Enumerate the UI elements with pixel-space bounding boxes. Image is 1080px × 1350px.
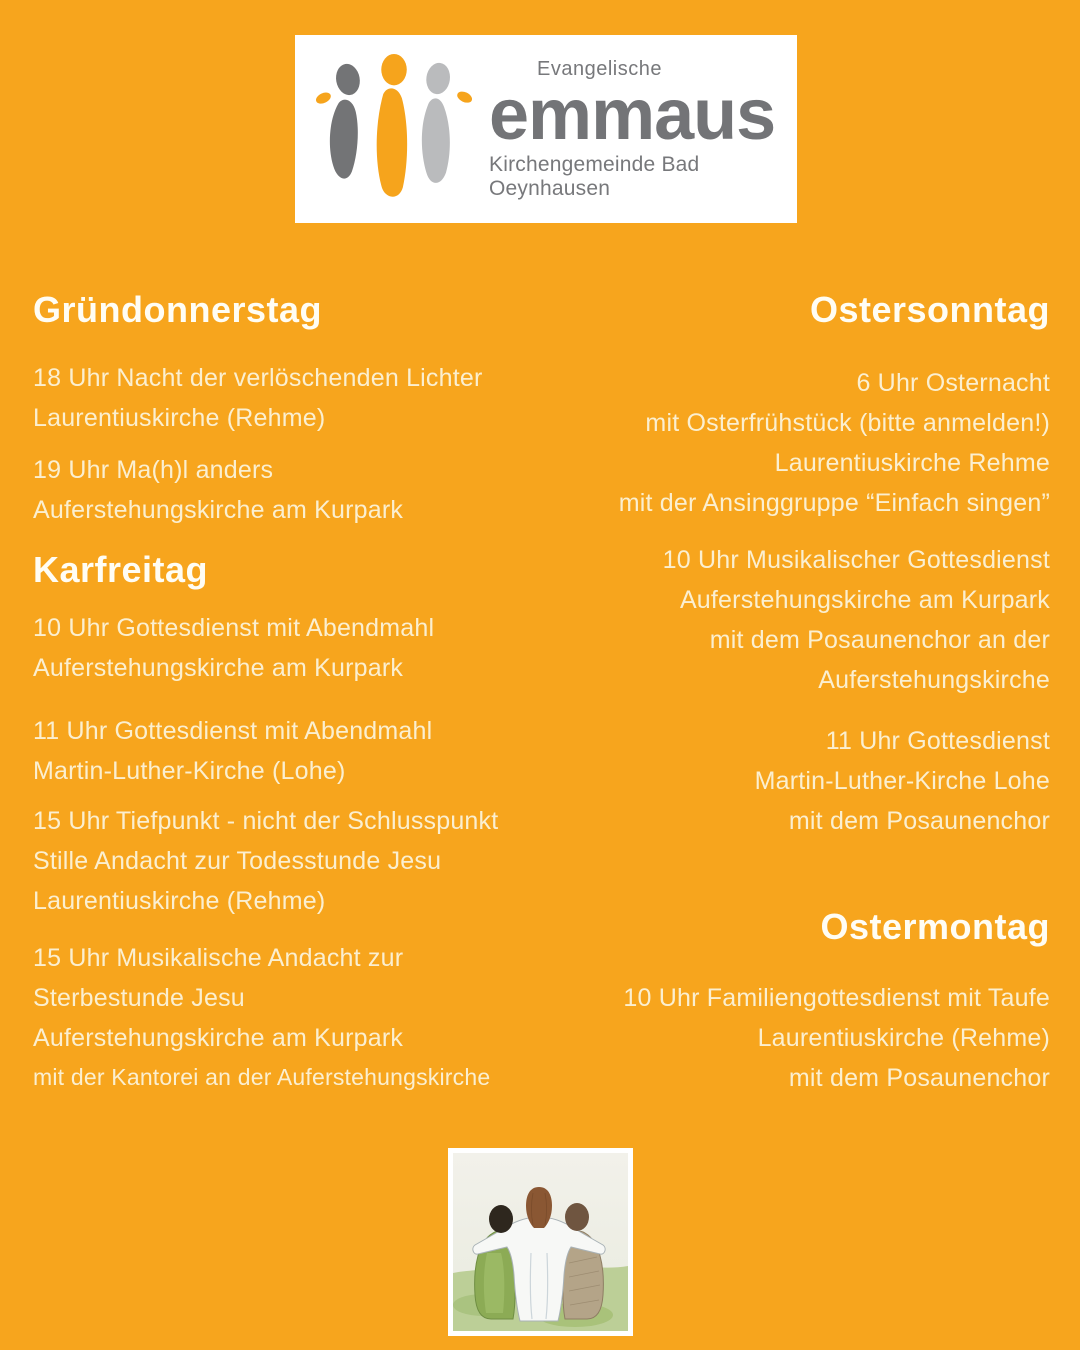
event-familiengottesdienst [490, 978, 1050, 1098]
event-gottesdienst-abendmahl-11 [33, 711, 563, 791]
event-tiefpunkt [33, 801, 563, 921]
section-heading-ostersonntag: Ostersonntag [809, 289, 1050, 330]
event-line: Auferstehungskirche [818, 666, 1050, 694]
event-line: 10 Uhr Familiengottesdienst mit Taufe [623, 984, 1050, 1012]
event-line: mit dem Posaunenchor [788, 1064, 1050, 1092]
section-heading-gruendonnerstag: Gründonnerstag [33, 289, 323, 330]
right-column [490, 288, 1050, 1098]
event-line: mit dem Posaunenchor an der [709, 626, 1050, 654]
event-line: Auferstehungskirche am Kurpark [679, 586, 1050, 614]
watercolor-illustration [453, 1153, 628, 1331]
church-logo [295, 35, 797, 223]
event-line: mit der Ansinggruppe “Einfach singen” [618, 489, 1050, 517]
event-line: Laurentiuskirche (Rehme) [33, 404, 326, 432]
logo-line-evangelische: Evangelische [537, 57, 662, 80]
event-line: 18 Uhr Nacht der verlöschenden Lichter [33, 364, 483, 392]
event-line: 10 Uhr Musikalischer Gottesdienst [662, 546, 1050, 574]
event-line: 15 Uhr Tiefpunkt - nicht der Schlusspunkt [33, 807, 499, 835]
event-line: Auferstehungskirche am Kurpark [33, 1024, 404, 1052]
three-figures-icon [311, 53, 479, 205]
event-musikalischer-gottesdienst [490, 540, 1050, 700]
event-line: 11 Uhr Gottesdienst [825, 727, 1050, 755]
event-gottesdienst-lohe [490, 721, 1050, 841]
event-line: mit dem Posaunenchor [788, 807, 1050, 835]
event-line: 15 Uhr Musikalische Andacht zur [33, 944, 404, 972]
event-line: Laurentiuskirche Rehme [774, 449, 1050, 477]
event-nacht-der-verloeschenden-lichter [33, 358, 563, 438]
logo-line-kirchengemeinde: Kirchengemeinde Bad Oeynhausen [489, 152, 700, 200]
event-line: 6 Uhr Osternacht [856, 369, 1050, 397]
event-line: 11 Uhr Gottesdienst mit Abendmahl [33, 717, 433, 745]
event-line: Auferstehungskirche am Kurpark [33, 496, 404, 524]
event-line: Sterbestunde Jesu [33, 984, 245, 1012]
left-column [33, 288, 563, 1096]
event-line: Martin-Luther-Kirche (Lohe) [33, 757, 346, 785]
event-mahl-anders [33, 450, 563, 530]
event-line: mit Osterfrühstück (bitte anmelden!) [645, 409, 1050, 437]
logo-name-emmaus: emmaus [489, 74, 776, 155]
event-gottesdienst-abendmahl-10 [33, 608, 563, 688]
event-line: mit der Kantorei an der Auferstehungskirche [33, 1064, 491, 1090]
event-line: Laurentiuskirche (Rehme) [757, 1024, 1050, 1052]
event-line: 10 Uhr Gottesdienst mit Abendmahl [33, 614, 435, 642]
event-line: Auferstehungskirche am Kurpark [33, 654, 404, 682]
event-musikalische-andacht [33, 938, 563, 1096]
event-line: Stille Andacht zur Todesstunde Jesu [33, 847, 442, 875]
section-heading-karfreitag: Karfreitag [33, 549, 209, 590]
event-line: Martin-Luther-Kirche Lohe [754, 767, 1050, 795]
event-line: Laurentiuskirche (Rehme) [33, 887, 326, 915]
event-osternacht [490, 363, 1050, 523]
section-heading-ostermontag: Ostermontag [820, 906, 1050, 947]
jesus-embracing-two-people-watercolor [448, 1148, 633, 1336]
logo-text [489, 58, 797, 201]
event-line: 19 Uhr Ma(h)l anders [33, 456, 274, 484]
